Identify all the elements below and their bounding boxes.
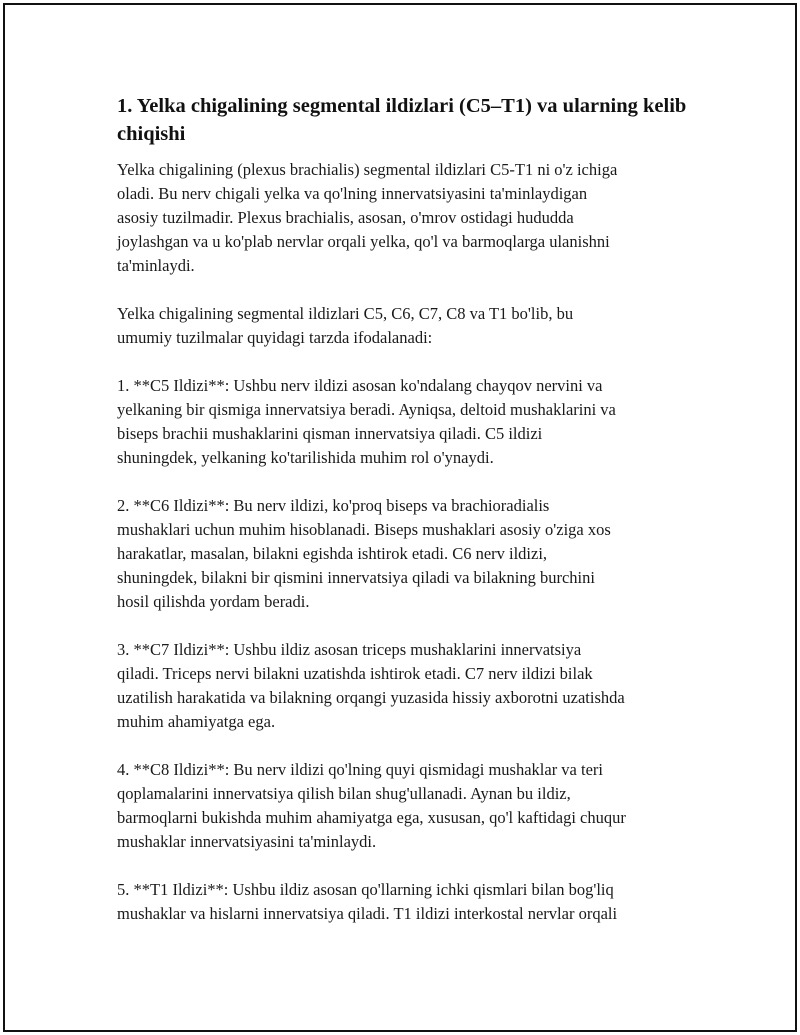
text-line: mushaklar va hislarni innervatsiya qiladi. T1 ildizi interkostal nervlar orqali: [117, 904, 618, 923]
text-line: ta'minlaydi.: [117, 256, 195, 275]
text-line: shuningdek, yelkaning ko'tarilishida muhim rol o'ynaydi.: [117, 448, 494, 467]
text-line: oladi. Bu nerv chigali yelka va qo'lning innervatsiyasini ta'minlaydigan: [117, 184, 588, 203]
text-line: 4. **C8 Ildizi**: Bu nerv ildizi qo'lning quyi qismidagi mushaklar va teri: [117, 760, 603, 779]
paragraph-c7: [117, 638, 697, 734]
paragraph-intro: [117, 158, 697, 278]
text-line: mushaklari uchun muhim hisoblanadi. Biseps mushaklari asosiy o'ziga xos: [117, 520, 611, 539]
text-line: asosiy tuzilmadir. Plexus brachialis, asosan, o'mrov ostidagi hududda: [117, 208, 574, 227]
text-line: uzatilish harakatida va bilakning orqangi yuzasida hissiy axborotni uzatishda: [117, 688, 625, 707]
text-line: 3. **C7 Ildizi**: Ushbu ildiz asosan triceps mushaklarini innervatsiya: [117, 640, 582, 659]
paragraph-c6: [117, 494, 697, 614]
text-line: barmoqlarni bukishda muhim ahamiyatga ega, xususan, qo'l kaftidagi chuqur: [117, 808, 626, 827]
document-body: [117, 92, 697, 950]
text-line: umumiy tuzilmalar quyidagi tarzda ifodalanadi:: [117, 328, 433, 347]
paragraph-c8: [117, 758, 697, 854]
text-line: harakatlar, masalan, bilakni egishda ishtirok etadi. C6 nerv ildizi,: [117, 544, 548, 563]
text-line: Yelka chigalining segmental ildizlari C5, C6, C7, C8 va T1 bo'lib, bu: [117, 304, 574, 323]
paragraph-overview: [117, 302, 697, 350]
text-line: mushaklar innervatsiyasini ta'minlaydi.: [117, 832, 377, 851]
paragraph-c5: [117, 374, 697, 470]
text-line: qiladi. Triceps nervi bilakni uzatishda ishtirok etadi. C7 nerv ildizi bilak: [117, 664, 593, 683]
text-line: muhim ahamiyatga ega.: [117, 712, 276, 731]
text-line: biseps brachii mushaklarini qisman innervatsiya qiladi. C5 ildizi: [117, 424, 543, 443]
text-line: yelkaning bir qismiga innervatsiya beradi. Ayniqsa, deltoid mushaklarini va: [117, 400, 616, 419]
text-line: 5. **T1 Ildizi**: Ushbu ildiz asosan qo'llarning ichki qismlari bilan bog'liq: [117, 880, 614, 899]
text-line: hosil qilishda yordam beradi.: [117, 592, 310, 611]
text-line: Yelka chigalining (plexus brachialis) segmental ildizlari C5-T1 ni o'z ichiga: [117, 160, 618, 179]
paragraph-t1: [117, 878, 697, 926]
text-line: 1. **C5 Ildizi**: Ushbu nerv ildizi asosan ko'ndalang chayqov nervini va: [117, 376, 603, 395]
text-line: qoplamalarini innervatsiya qilish bilan shug'ullanadi. Aynan bu ildiz,: [117, 784, 571, 803]
section-heading: [117, 92, 697, 148]
heading-line: kelib chiqishi: [117, 95, 687, 145]
text-line: 2. **C6 Ildizi**: Bu nerv ildizi, ko'proq biseps va brachioradialis: [117, 496, 550, 515]
heading-line: 1. Yelka chigalining segmental ildizlari (C5–T1) va ularning: [117, 95, 638, 117]
text-line: joylashgan va u ko'plab nervlar orqali yelka, qo'l va barmoqlarga ulanishni: [117, 232, 610, 251]
text-line: shuningdek, bilakni bir qismini innervatsiya qiladi va bilakning burchini: [117, 568, 595, 587]
